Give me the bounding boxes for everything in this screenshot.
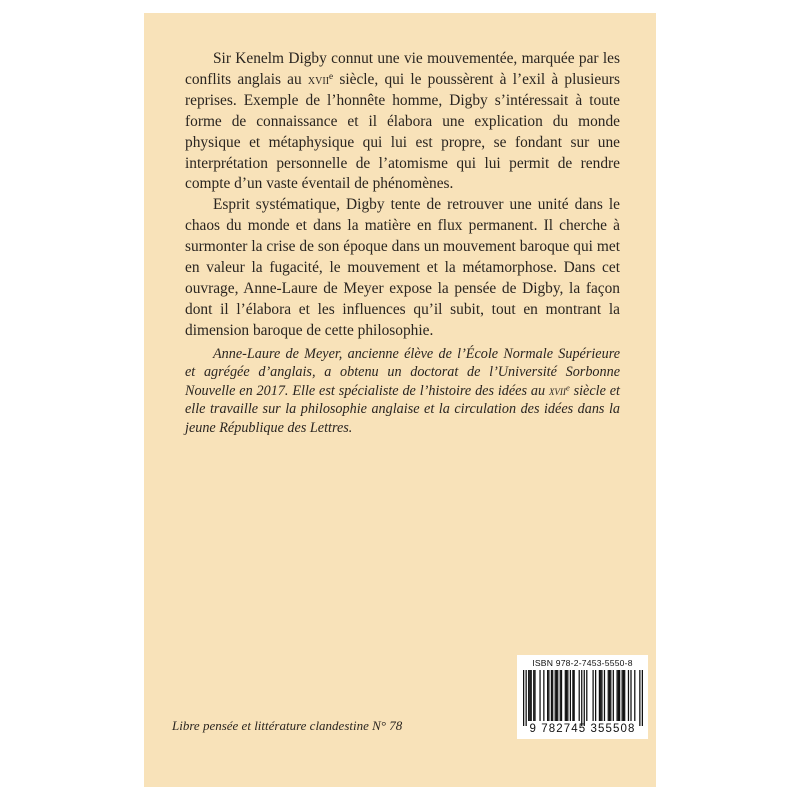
barcode-bar	[574, 670, 575, 721]
century-superscript: e	[329, 70, 334, 81]
barcode-bar	[630, 670, 631, 721]
century-numeral: xvii	[307, 71, 330, 87]
barcode-bar	[604, 670, 605, 721]
barcode-bar	[528, 670, 529, 721]
summary-paragraph-1	[185, 49, 620, 195]
barcode-bar	[561, 670, 562, 721]
barcode-guard-bar	[523, 670, 524, 726]
barcode-guard-bar	[639, 670, 640, 726]
barcode-bar	[557, 670, 558, 721]
author-bio-text-a: Anne-Laure de Meyer, ancienne élève de l’École Normale Supérieure et agrégée d’anglais, a obtenu un doctorat de l’Université Sorbonne Nouvelle en 2017. Elle est spécialiste de l’histoire des idées au	[185, 346, 620, 399]
barcode-bar	[534, 670, 535, 721]
barcode-bar	[586, 670, 587, 721]
barcode-bar	[555, 670, 556, 721]
barcode-bar	[543, 670, 544, 721]
barcode-bar	[551, 670, 552, 721]
barcode-bar	[622, 670, 623, 721]
barcode-bar	[560, 670, 561, 721]
back-cover	[144, 13, 656, 787]
barcode-bar	[531, 670, 532, 721]
barcode-bar	[619, 670, 620, 721]
barcode-bar	[634, 670, 635, 721]
barcode-bar	[556, 670, 557, 721]
ean-digits: 9 782745 355508	[529, 723, 636, 735]
barcode-bar	[624, 670, 625, 721]
series-title: Libre pensée et littérature clandestine N° 78	[172, 718, 403, 733]
isbn-label: ISBN 978-2-7453-5550-8	[532, 658, 633, 668]
barcode-bar	[533, 670, 534, 721]
barcode-bars	[523, 670, 643, 726]
barcode-bar	[623, 670, 624, 721]
barcode-bar	[548, 670, 549, 721]
author-bio-text-b: siècle et elle travaille sur la philosophie anglaise et la circulation des idées dans la jeune République des Lettres.	[185, 382, 620, 436]
barcode-bar	[572, 670, 573, 721]
author-bio-paragraph	[185, 345, 620, 437]
summary-paragraph-2: Esprit systématique, Digby tente de retrouver une unité dans le chaos du monde et dans la matière en flux permanent. Il cherche à surmonter la crise de son époque dans un mouvement baroque qui met en valeur la fugacité, le mouvement et la métamorphose. Dans cet ouvrage, Anne-Laure de Meyer expose la pensée de Digby, la façon dont il l’élabora et les influences qu’il subit, tout en montrant la dimension baroque de cette philosophie.	[185, 196, 620, 339]
barcode-bar	[613, 670, 614, 721]
barcode-bar	[565, 670, 566, 721]
barcode-guard-bar	[526, 670, 527, 726]
century-numeral: xvii	[548, 383, 566, 398]
barcode-bar	[552, 670, 553, 721]
barcode-bar	[610, 670, 611, 721]
barcode-bar	[566, 670, 567, 721]
barcode-bar	[570, 670, 571, 721]
barcode-bar	[600, 670, 601, 721]
barcode-guard-bar	[584, 670, 585, 726]
author-bio	[185, 345, 620, 437]
barcode-bar	[608, 670, 609, 721]
barcode-bar	[616, 670, 617, 721]
barcode-bar	[601, 670, 602, 721]
barcode-bar	[609, 670, 610, 721]
barcode-bar	[618, 670, 619, 721]
book-summary	[185, 49, 620, 342]
barcode-bar	[599, 670, 600, 721]
barcode-bar	[567, 670, 568, 721]
barcode-bar	[595, 670, 596, 721]
barcode-bar	[539, 670, 540, 721]
barcode-bar	[547, 670, 548, 721]
barcode-bar	[529, 670, 530, 721]
barcode-guard-bar	[642, 670, 643, 726]
barcode-bar	[579, 670, 580, 721]
barcode-guard-bar	[581, 670, 582, 726]
century-superscript: e	[565, 382, 570, 393]
barcode-bar	[592, 670, 593, 721]
summary-p1-text-a: Sir Kenelm Digby connut une vie mouvementée, marquée par les conflits anglais au	[185, 50, 620, 88]
isbn-barcode	[517, 655, 648, 739]
barcode-bar	[628, 670, 629, 721]
summary-p1-text-b: siècle, qui le poussèrent à l’exil à plusieurs reprises. Exemple de l’honnête homme, Digby s’intéressait à toute forme de connaissance et il élabora une explication du monde physique et métaphysique qui lui est propre, se fondant sur une interprétation personnelle de l’atomisme qui lui permit de rendre compte d’un vaste éventail de phénomènes.	[185, 70, 621, 193]
